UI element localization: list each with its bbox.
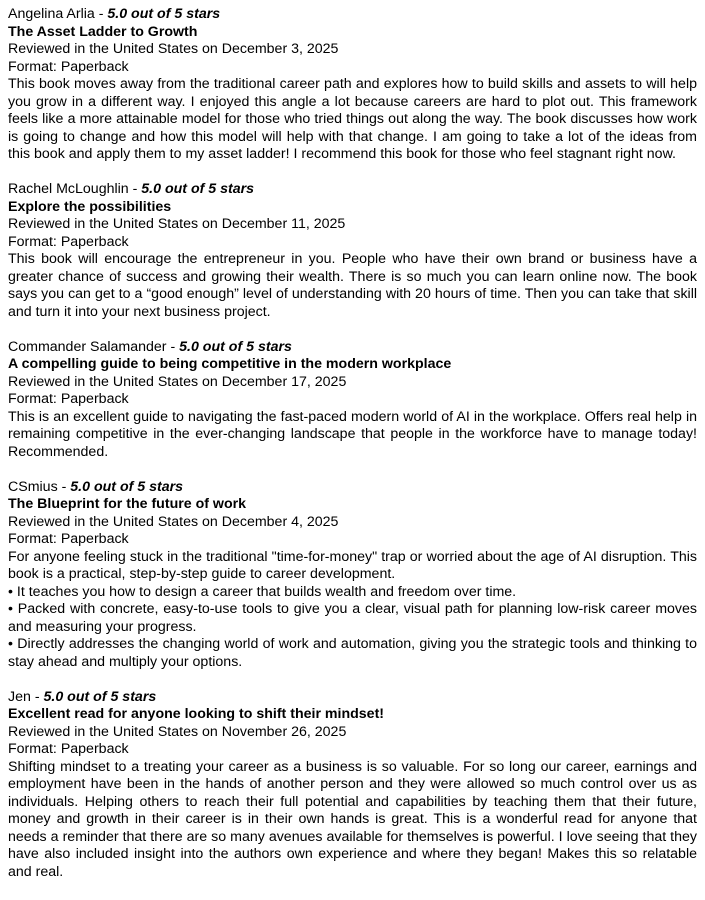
review-rating: 5.0 out of 5 stars (107, 6, 221, 22)
review-title: Excellent read for anyone looking to shift their mindset! (8, 706, 385, 722)
review-title: The Blueprint for the future of work (8, 496, 247, 512)
review-author: Commander Salamander (8, 338, 167, 355)
review-bullet: • Packed with concrete, easy-to-use tools to give you a clear, visual path for planning low-risk career moves and measuring your progress. (8, 601, 697, 635)
review-rating: 5.0 out of 5 stars (70, 478, 184, 495)
review-header: CSmius - 5.0 out of 5 stars (8, 478, 184, 495)
review-format: Format: Paperback (8, 391, 129, 407)
review-item (8, 6, 697, 164)
review-rating: 5.0 out of 5 stars (141, 181, 255, 197)
review-date: Reviewed in the United States on December 11, 2025 (8, 216, 346, 232)
review-item (8, 339, 697, 462)
review-format: Format: Paperback (8, 741, 129, 757)
review-title: Explore the possibilities (8, 198, 172, 215)
review-body: This book will encourage the entrepreneur in you. People who have their own brand or business have a greater chance of success and growing their wealth. There is so much you can learn online now. The book says you can get to a “good enough” level of understanding with 20 hours of time. Then you can take that skill and turn it into your next business project. (8, 251, 697, 320)
review-item (8, 479, 697, 672)
review-body: This book moves away from the traditional career path and explores how to build skills and assets to will help you grow in a different way. I enjoyed this angle a lot because careers are hard to plot out. This framework feels like a more attainable model for those who tried things out along the way. The book discusses how work is going to change and how this model will help with that change. I am going to take a lot of the ideas from this book and apply them to my asset ladder! I recommend this book for those who feel stagnant right now. (8, 76, 697, 162)
review-date: Reviewed in the United States on November 26, 2025 (8, 723, 347, 740)
review-title: The Asset Ladder to Growth (8, 23, 198, 40)
review-header: Commander Salamander - 5.0 out of 5 stars (8, 338, 292, 355)
review-author: CSmius (8, 478, 58, 495)
review-author: Jen (8, 688, 31, 705)
review-format: Format: Paperback (8, 531, 129, 547)
review-format: Format: Paperback (8, 233, 129, 250)
review-body: Shifting mindset to a treating your career as a business is so valuable. For so long our career, earnings and employment have been in the hands of another person and they were allowed so much control over us as individuals. Helping others to reach their full potential and capabilities by teaching them that their future, money and growth in their career is in their own hands is great. This is a wonderful read for anyone that needs a reminder that there are so many avenues available for themselves is powerful. I love seeing that they have also included insight into the authors own experience and where they began! Makes this so relatable and real. (8, 758, 697, 880)
review-bullet: • Directly addresses the changing world of work and automation, giving you the strategic tools and thinking to stay ahead and multiply your options. (8, 636, 697, 670)
review-rating: 5.0 out of 5 stars (179, 338, 292, 355)
review-date: Reviewed in the United States on December 3, 2025 (8, 41, 339, 57)
review-format: Format: Paperback (8, 58, 129, 75)
review-date: Reviewed in the United States on December 17, 2025 (8, 373, 347, 390)
review-body-intro: For anyone feeling stuck in the traditional "time-for-money" trap or worried about the age of AI disruption. This book is a practical, step-by-step guide to career development. (8, 548, 697, 582)
review-body: This is an excellent guide to navigating the fast-paced modern world of AI in the workplace. Offers real help in remaining competitive in the ever-changing landscape that people in the workforce have to manage today! Recommended. (8, 408, 697, 460)
review-header: Rachel McLoughlin - 5.0 out of 5 stars (8, 181, 255, 197)
review-author: Angelina Arlia (8, 6, 95, 22)
review-item (8, 689, 697, 882)
review-body (8, 549, 697, 672)
review-header: Angelina Arlia - 5.0 out of 5 stars (8, 6, 221, 22)
review-title: A compelling guide to being competitive in the modern workplace (8, 356, 452, 372)
review-date: Reviewed in the United States on December 4, 2025 (8, 513, 339, 530)
review-bullet: • It teaches you how to design a career that builds wealth and freedom over time. (8, 583, 517, 600)
review-item (8, 181, 697, 321)
review-rating: 5.0 out of 5 stars (43, 688, 157, 705)
review-author: Rachel McLoughlin (8, 181, 129, 197)
review-header: Jen - 5.0 out of 5 stars (8, 688, 157, 705)
